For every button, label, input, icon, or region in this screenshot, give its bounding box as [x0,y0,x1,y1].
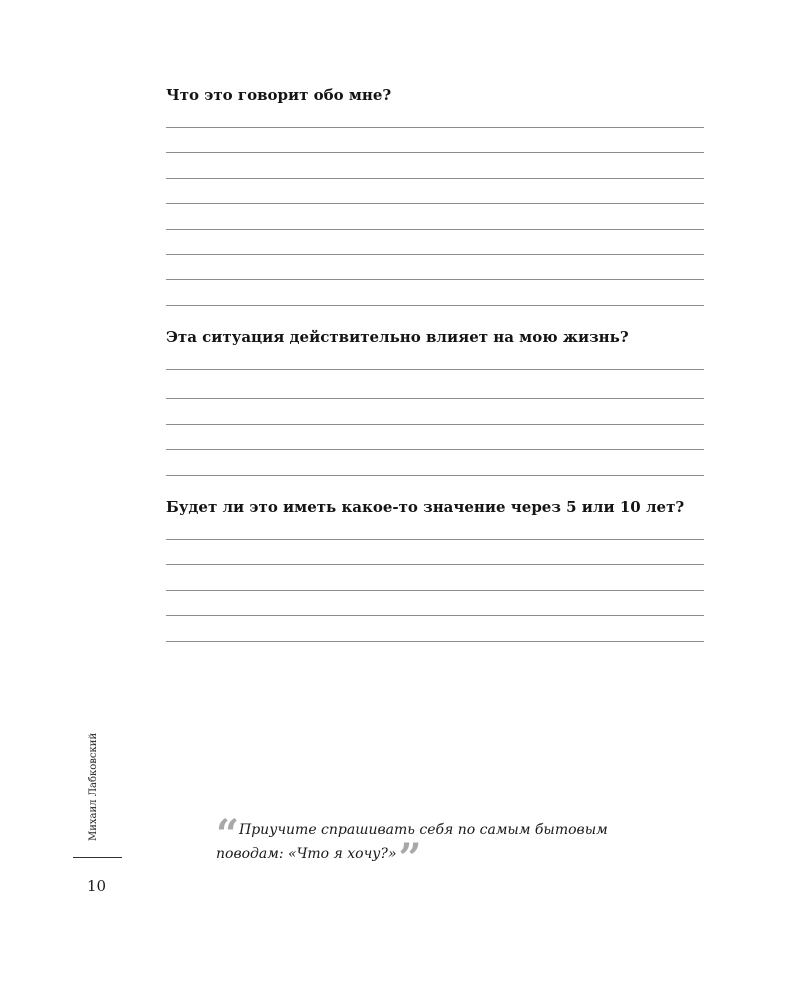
writing-line[interactable] [166,615,704,616]
question-heading: Будет ли это иметь какое-то значение через 5 или 10 лет? [166,498,685,516]
writing-line[interactable] [166,127,704,128]
writing-line[interactable] [166,564,704,565]
writing-line[interactable] [166,539,704,540]
writing-line[interactable] [166,398,704,399]
quote-text-line-1: Приучите спрашивать себя по самым бытовым [239,822,608,838]
quote-text-line-2: поводам: «Что я хочу?» [216,846,397,862]
writing-line[interactable] [166,369,704,370]
writing-line[interactable] [166,254,704,255]
author-name: Михаил Лабковский [88,732,99,841]
writing-line[interactable] [166,152,704,153]
writing-line[interactable] [166,305,704,306]
writing-line[interactable] [166,279,704,280]
writing-line[interactable] [166,475,704,476]
question-heading: Что это говорит обо мне? [166,86,392,104]
writing-line[interactable] [166,178,704,179]
question-heading: Эта ситуация действительно влияет на мою жизнь? [166,328,629,346]
page-number: 10 [87,877,107,895]
writing-line[interactable] [166,449,704,450]
writing-line[interactable] [166,641,704,642]
writing-line[interactable] [166,590,704,591]
pull-quote: “ Приучите спрашивать себя по самым бытовым поводам: «Что я хочу?»” [216,811,608,882]
writing-line[interactable] [166,203,704,204]
author-divider [73,857,122,858]
writing-line[interactable] [166,229,704,230]
writing-line[interactable] [166,424,704,425]
